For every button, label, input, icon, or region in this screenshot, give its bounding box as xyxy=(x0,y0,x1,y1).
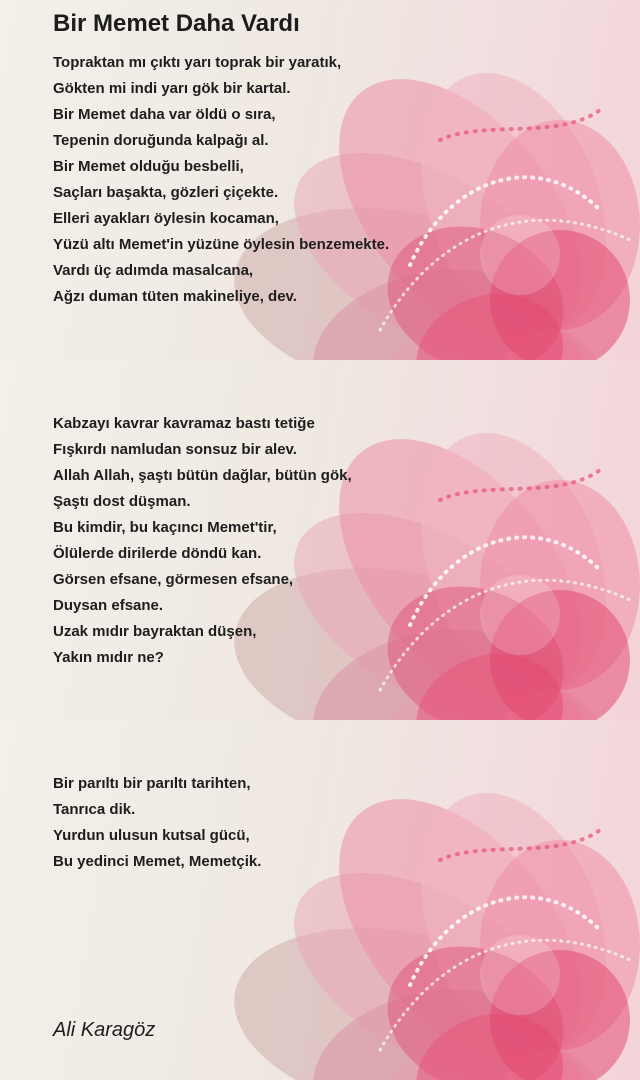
stanza-2 xyxy=(53,411,352,671)
poem-line: Duysan efsane. xyxy=(53,597,164,614)
poem-line: Tepenin doruğunda kalpağı al. xyxy=(53,132,269,149)
poem-line: Yüzü altı Memet'in yüzüne öylesin benzemekte. xyxy=(53,236,390,253)
poem-line: Bir Memet olduğu besbelli, xyxy=(53,158,244,175)
poem-line: Yakın mıdır ne? xyxy=(53,649,164,666)
poem-line: Fışkırdı namludan sonsuz bir alev. xyxy=(53,441,297,458)
stanza-1 xyxy=(53,50,389,310)
poem-line: Topraktan mı çıktı yarı toprak bir yaratık, xyxy=(53,54,342,71)
poem-line: Gökten mi indi yarı gök bir kartal. xyxy=(53,80,291,97)
poem-line: Ağzı duman tüten makineliye, dev. xyxy=(53,288,297,305)
stanza-3 xyxy=(53,771,261,875)
poem-line: Saçları başakta, gözleri çiçekte. xyxy=(53,184,279,201)
poem-line: Bu kimdir, bu kaçıncı Memet'tir, xyxy=(53,519,277,536)
poem-line: Uzak mıdır bayraktan düşen, xyxy=(53,623,257,640)
poem-line: Vardı üç adımda masalcana, xyxy=(53,262,254,279)
poem-line: Bu yedinci Memet, Memetçik. xyxy=(53,853,262,870)
poem-author: Ali Karagöz xyxy=(53,1019,156,1041)
poem-line: Elleri ayakları öylesin kocaman, xyxy=(53,210,279,227)
poem-line: Tanrıca dik. xyxy=(53,801,136,818)
poem-line: Ölülerde dirilerde döndü kan. xyxy=(53,545,262,562)
poem-title: Bir Memet Daha Vardı xyxy=(53,10,300,37)
poem-line: Bir Memet daha var öldü o sıra, xyxy=(53,106,276,123)
poem-line: Allah Allah, şaştı bütün dağlar, bütün gök, xyxy=(53,467,352,484)
poem-line: Yurdun ulusun kutsal gücü, xyxy=(53,827,250,844)
poem-line: Görsen efsane, görmesen efsane, xyxy=(53,571,294,588)
poem-line: Şaştı dost düşman. xyxy=(53,493,191,510)
poem-line: Bir parıltı bir parıltı tarihten, xyxy=(53,775,251,792)
poem-line: Kabzayı kavrar kavramaz bastı tetiğe xyxy=(53,415,315,432)
